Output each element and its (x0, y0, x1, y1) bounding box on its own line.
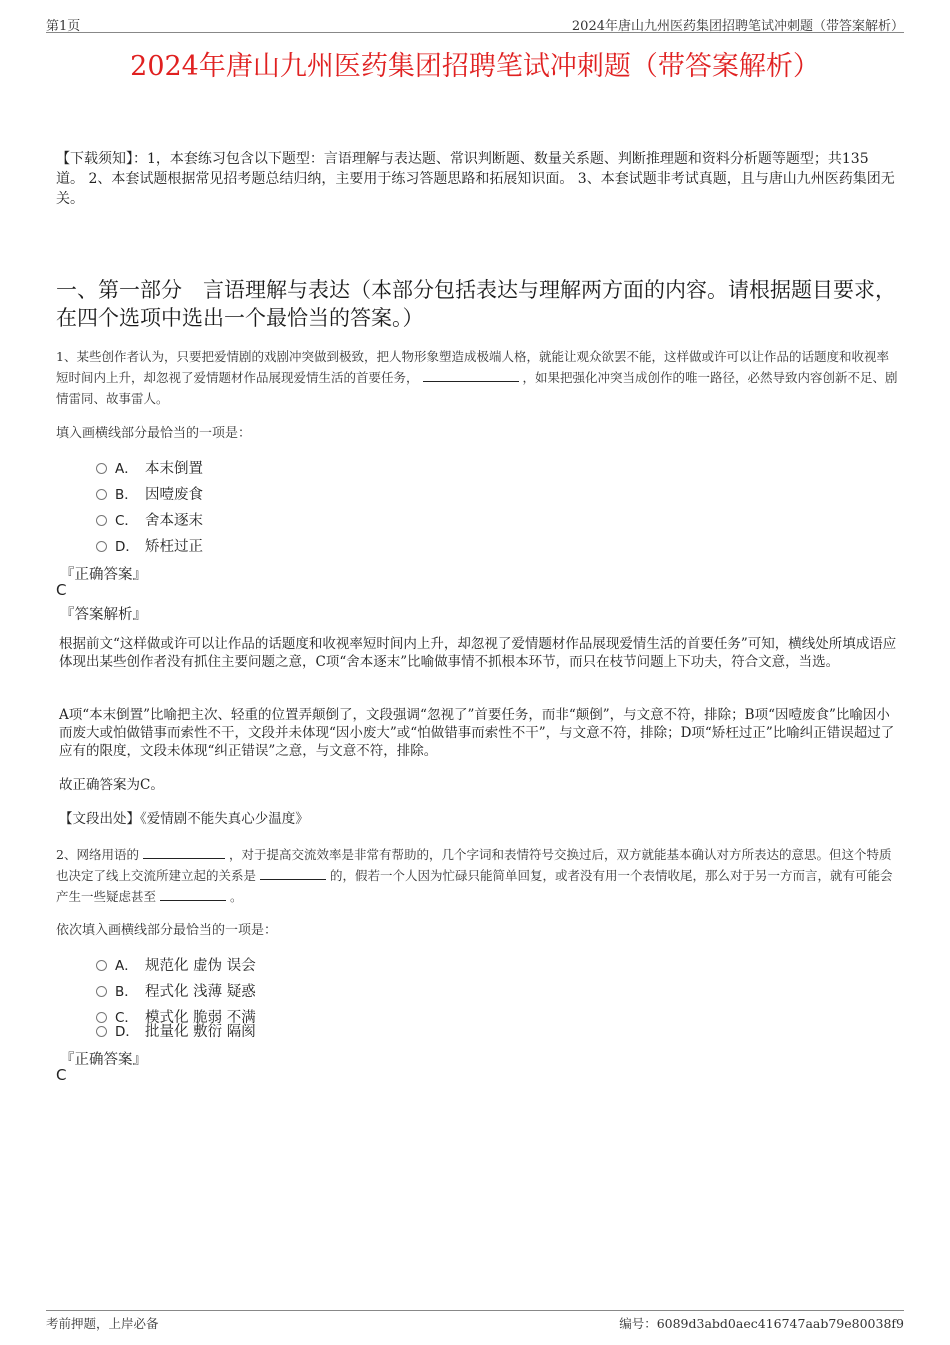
q1-option-b[interactable]: B． 因噎废食 (96, 483, 203, 503)
radio-icon[interactable] (96, 515, 107, 526)
radio-icon[interactable] (96, 960, 107, 971)
q1-analysis-paragraph-1: 根据前文“这样做或许可以让作品的话题度和收视率短时间内上升，却忽视了爱情题材作品展现爱情生活的首要任务”可知，横线处所填成语应体现出某些创作者没有抓住主要问题之意，C项“舍本逐末”比喻做事情不抓根本环节，而只在枝节问题上下功夫，符合文意，当选。 (59, 636, 897, 670)
footer-slogan: 考前押题，上岸必备 (46, 1316, 159, 1331)
section-title: 一、第一部分 言语理解与表达（本部分包括表达与理解两方面的内容。请根据题目要求，在四个选项中选出一个最恰当的答案。） (56, 278, 896, 330)
q1-answer-label: 『正确答案』 (60, 567, 147, 583)
question-2-prompt: 依次填入画横线部分最恰当的一项是： (56, 923, 278, 938)
q2-answer: C (56, 1066, 67, 1084)
q1-option-a[interactable]: A． 本末倒置 (96, 457, 203, 477)
document-id: 编号：6089d3abd0aec416747aab79e80038f9 (619, 1316, 904, 1331)
q2-option-c[interactable]: C． 模式化 脆弱 不满 (96, 1006, 256, 1026)
page-footer (46, 1310, 904, 1331)
download-notice: 【下载须知】：1，本套练习包含以下题型：言语理解与表达题、常识判断题、数量关系题、判断推理题和资料分析题等题型；共135道。 2、本套试题根据常见招考题总结归纳，主要用于练习答题思路和拓展知识面。 3、本套试题非考试真题，且与唐山九州医药集团无关。 (56, 151, 895, 207)
radio-icon[interactable] (96, 489, 107, 500)
radio-icon[interactable] (96, 541, 107, 552)
page-header (46, 14, 904, 33)
question-1-prompt: 填入画横线部分最恰当的一项是： (56, 426, 252, 441)
answer-blank (160, 887, 226, 901)
q2-option-d[interactable]: D． 批量化 敷衍 隔阂 (96, 1020, 256, 1040)
question-1-text: 1、某些创作者认为，只要把爱情剧的戏剧冲突做到极致，把人物形象塑造成极端人格，就能让观众欲罢不能，这样做或许可以让作品的话题度和收视率短时间内上升，却忽视了爱情题材作品展现爱情生活的首要任务， ，如果把强化冲突当成创作的唯一路径，必然导致内容创新不足、剧情雷同、故事雷人。 (56, 349, 898, 406)
q1-option-c[interactable]: C． 舍本逐末 (96, 509, 203, 529)
q2-answer-label: 『正确答案』 (60, 1052, 147, 1068)
q2-option-b[interactable]: B． 程式化 浅薄 疑惑 (96, 980, 256, 1000)
answer-blank (260, 866, 326, 880)
radio-icon[interactable] (96, 986, 107, 997)
answer-blank (423, 368, 519, 382)
answer-blank (143, 845, 225, 859)
question-2-text: 2、网络用语的 ，对于提高交流效率是非常有帮助的，几个字词和表情符号交换过后，双方就能基本确认对方所表达的意思。但这个特质也决定了线上交流所建立起的关系是 的，假若一个人因为忙碌只能简单回复，或者没有用一个表情收尾，那么对于另一方而言，就有可能会产生一些疑虑甚至 。 (56, 847, 893, 904)
q1-answer: C (56, 581, 67, 599)
q1-source: 【文段出处】《爱情剧不能失真心少温度》 (59, 811, 309, 827)
q1-analysis-paragraph-3: 故正确答案为C。 (59, 777, 164, 793)
radio-icon[interactable] (96, 463, 107, 474)
q1-analysis-label: 『答案解析』 (60, 607, 147, 623)
radio-icon[interactable] (96, 1026, 107, 1037)
q1-option-d[interactable]: D． 矫枉过正 (96, 535, 203, 555)
q2-option-a[interactable]: A． 规范化 虚伪 误会 (96, 954, 256, 974)
document-title: 2024年唐山九州医药集团招聘笔试冲刺题（带答案解析） (130, 51, 820, 82)
header-doc-title: 2024年唐山九州医药集团招聘笔试冲刺题（带答案解析） (571, 19, 904, 34)
page-number: 第1页 (46, 19, 81, 34)
q1-analysis-paragraph-2: A项“本末倒置”比喻把主次、轻重的位置弄颠倒了，文段强调“忽视了”首要任务，而非“颠倒”，与文意不符，排除；B项“因噎废食”比喻因小而废大或怕做错事而索性不干，文段并未体现“因小废大”或“怕做错事而索性不干”，与文意不符，排除；D项“矫枉过正”比喻纠正错误超过了应有的限度，文段未体现“纠正错误”之意，与文意不符，排除。 (59, 707, 895, 759)
